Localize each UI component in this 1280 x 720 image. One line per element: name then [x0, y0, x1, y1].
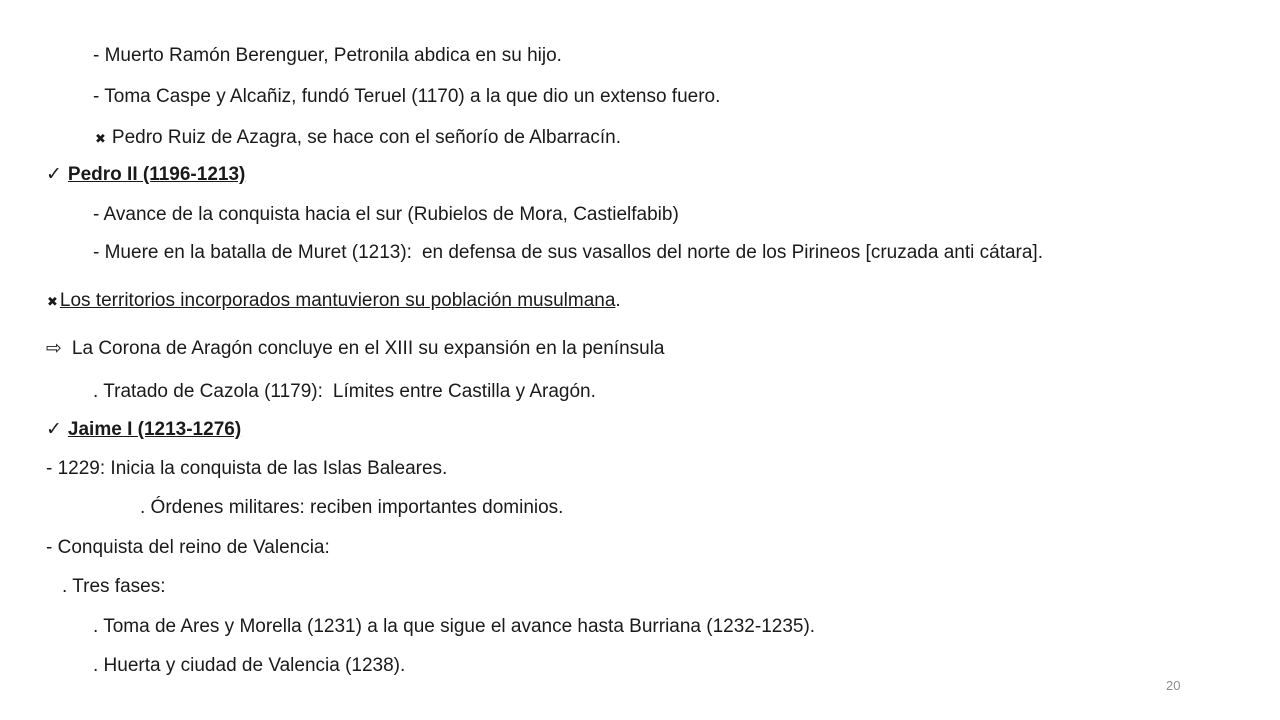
text: - Muere en la batalla de Muret (1213):	[93, 242, 412, 263]
line-corona-aragon	[46, 337, 665, 361]
line-avance-sur	[93, 203, 679, 227]
text: - Conquista del reino de Valencia:	[46, 537, 330, 558]
text: - Muerto Ramón Berenguer, Petronila abdica en su hijo.	[93, 45, 562, 66]
text: - Toma Caspe y Alcañiz, fundó Teruel (1170) a la que dio un extenso fuero.	[93, 86, 721, 107]
line-ordenes-militares	[140, 496, 563, 520]
check-icon: ✓	[46, 164, 62, 185]
check-icon: ✓	[46, 419, 62, 440]
line-tres-fases	[62, 575, 165, 599]
text: Límites entre Castilla y Aragón.	[332, 381, 596, 402]
heading-text: Pedro II (1196-1213)	[67, 164, 246, 185]
arrow-right-icon: ⇨	[46, 338, 62, 359]
line-huerta-valencia	[93, 654, 405, 678]
text: . Huerta y ciudad de Valencia (1238).	[93, 655, 406, 676]
heading-jaime-i	[46, 418, 241, 442]
text: . Tres fases:	[62, 576, 166, 597]
text: - Avance de la conquista hacia el sur (Rubielos de Mora, Castielfabib)	[93, 204, 679, 225]
line-conquista-valencia	[46, 536, 330, 560]
text: en defensa de sus vasallos del norte de los Pirineos [cruzada anti cátara].	[421, 242, 1043, 263]
text: - 1229: Inicia la conquista de las Islas Baleares.	[46, 458, 448, 479]
cross-icon: ✖	[47, 294, 58, 309]
line-petronila	[93, 44, 562, 68]
line-muret	[93, 241, 1043, 265]
line-cazola	[93, 380, 596, 404]
line-caspe-alcaniz	[93, 85, 720, 109]
text: La Corona de Aragón concluye en el XIII su expansión en la península	[71, 338, 665, 359]
page-number: 20	[1166, 678, 1181, 693]
text: . Órdenes militares: reciben importantes dominios.	[140, 497, 564, 518]
text: . Tratado de Cazola (1179):	[93, 381, 323, 402]
heading-pedro-ii	[46, 163, 245, 187]
cross-icon: ✖	[95, 131, 106, 146]
line-ares-morella	[93, 615, 815, 639]
text-end: .	[615, 290, 621, 311]
line-albarracin	[95, 126, 621, 151]
text: Pedro Ruiz de Azagra, se hace con el señorío de Albarracín.	[111, 127, 621, 148]
text: . Toma de Ares y Morella (1231) a la que sigue el avance hasta Burriana (1232-1235).	[93, 616, 816, 637]
text: Los territorios incorporados mantuvieron su población musulmana	[59, 290, 616, 311]
line-baleares	[46, 457, 447, 481]
heading-text: Jaime I (1213-1276)	[67, 419, 242, 440]
line-poblacion-musulmana	[47, 289, 621, 314]
